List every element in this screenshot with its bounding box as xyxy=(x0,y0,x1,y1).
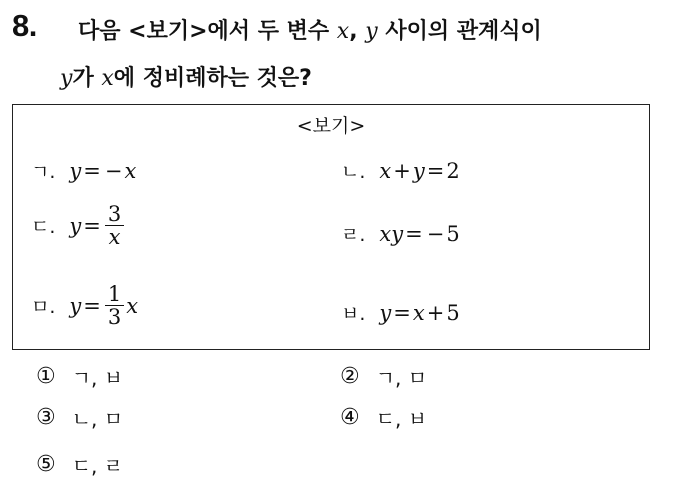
choice-marker: ② xyxy=(340,364,360,389)
math-op: + xyxy=(426,300,445,325)
math-var: y xyxy=(69,158,82,183)
equation xyxy=(379,159,459,183)
math-num: 2 xyxy=(446,158,460,183)
fraction-numerator: 1 xyxy=(107,282,122,306)
answer-choice-3[interactable] xyxy=(36,403,123,432)
math-op: = xyxy=(426,158,445,183)
math-op: = xyxy=(83,213,101,238)
fraction-denominator: 3 xyxy=(107,305,122,330)
math-var-x: x xyxy=(336,19,350,44)
example-item-3 xyxy=(31,203,126,248)
choice-marker: ① xyxy=(36,364,56,389)
math-var-x: x xyxy=(101,66,114,91)
math-var: x xyxy=(379,158,392,183)
item-label: ㄷ. xyxy=(31,216,56,239)
fraction-numerator: 3 xyxy=(107,202,122,226)
math-op: = xyxy=(83,293,101,318)
item-label: ㄱ. xyxy=(31,161,56,183)
choice-text: ㄴ, ㅁ xyxy=(71,407,124,431)
math-op: − xyxy=(426,221,445,246)
choice-marker: ⑤ xyxy=(36,452,56,477)
example-item-2 xyxy=(341,157,460,184)
choice-marker: ③ xyxy=(36,405,56,430)
math-op: = xyxy=(83,158,101,183)
separator: , xyxy=(349,19,366,44)
math-var: x xyxy=(412,300,425,325)
question-text: 다음 <보기>에서 두 변수 xyxy=(78,19,337,44)
math-var: y xyxy=(69,293,82,318)
answer-choice-5[interactable] xyxy=(36,450,123,479)
example-item-5 xyxy=(31,283,138,328)
answer-choice-2[interactable] xyxy=(340,362,427,391)
math-var: x xyxy=(126,293,139,318)
math-num: 5 xyxy=(446,221,460,246)
question-text: 에 정비례하는 것은? xyxy=(113,66,312,91)
question-number: 8. xyxy=(12,8,37,43)
equation xyxy=(69,283,138,328)
choice-text: ㄱ, ㅁ xyxy=(375,366,428,390)
equation xyxy=(69,203,126,248)
math-var: y xyxy=(412,158,425,183)
fraction-denominator: x xyxy=(108,225,121,250)
question-text-line-2 xyxy=(60,61,312,92)
math-op: = xyxy=(393,300,411,325)
example-item-4 xyxy=(341,220,460,247)
math-var: xy xyxy=(379,221,404,246)
choice-text: ㄷ, ㄹ xyxy=(71,454,124,478)
example-item-6 xyxy=(341,299,460,326)
math-num: 5 xyxy=(446,300,460,325)
item-label: ㄹ. xyxy=(341,224,366,246)
example-box xyxy=(12,104,650,350)
choice-marker: ④ xyxy=(340,405,360,430)
question-text: 사이의 관계식이 xyxy=(377,19,542,44)
math-op: − xyxy=(104,158,123,183)
choice-text: ㄷ, ㅂ xyxy=(375,407,428,431)
math-op: = xyxy=(405,221,423,246)
example-item-1 xyxy=(31,157,136,184)
fraction xyxy=(105,203,124,248)
example-box-title: <보기> xyxy=(296,115,366,137)
answer-choice-4[interactable] xyxy=(340,403,427,432)
math-var: x xyxy=(124,158,137,183)
item-label: ㅂ. xyxy=(341,303,366,325)
math-var-y: y xyxy=(365,19,378,44)
equation xyxy=(379,222,459,246)
equation xyxy=(379,301,459,325)
item-label: ㅁ. xyxy=(31,296,56,319)
math-var: y xyxy=(379,300,392,325)
answer-choice-1[interactable] xyxy=(36,362,123,391)
item-label: ㄴ. xyxy=(341,161,366,183)
question-text: 가 xyxy=(72,66,102,91)
math-op: + xyxy=(393,158,411,183)
question-text-line-1 xyxy=(78,14,542,45)
fraction xyxy=(105,283,124,328)
math-var: y xyxy=(69,213,82,238)
choice-text: ㄱ, ㅂ xyxy=(71,366,124,390)
math-var-y: y xyxy=(60,66,73,91)
equation xyxy=(69,159,136,183)
